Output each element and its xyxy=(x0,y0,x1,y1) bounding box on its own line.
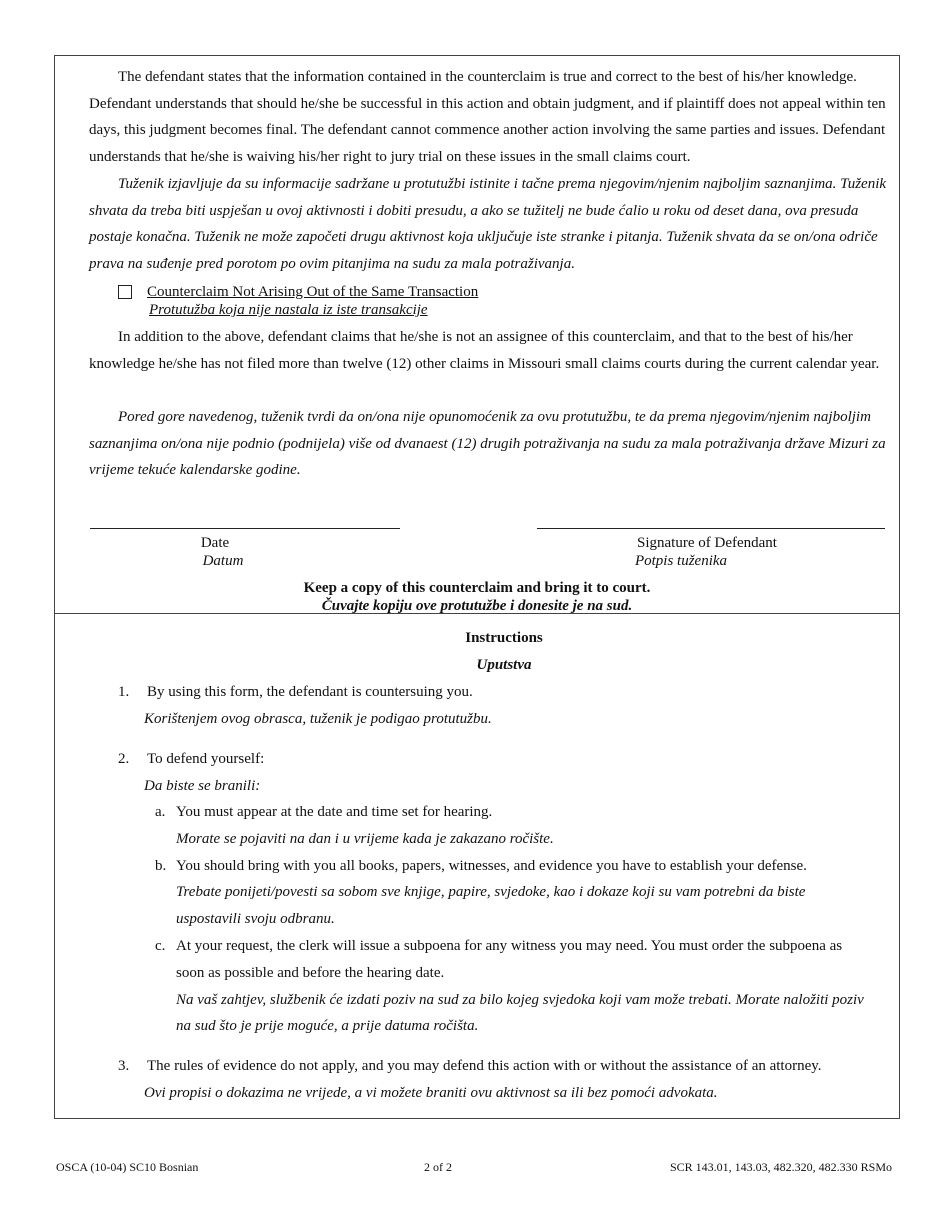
footer-form-id: OSCA (10-04) SC10 Bosnian xyxy=(56,1160,199,1174)
item-2c-text-line1: At your request, the clerk will issue a subpoena for any witness you may need. You must order the subpoena as xyxy=(176,938,843,954)
item-2-number: 2. xyxy=(118,751,130,767)
keep-copy-notice: Keep a copy of this counterclaim and bring it to court. xyxy=(303,580,651,596)
footer-page-number: 2 of 2 xyxy=(424,1160,452,1174)
item-2a-text-bosnian: Morate se pojaviti na dan i u vrijeme kada je zakazano ročište. xyxy=(176,831,554,847)
item-2-text: To defend yourself: xyxy=(147,751,265,767)
item-1-number: 1. xyxy=(118,684,130,700)
item-2a-text: You must appear at the date and time set for hearing. xyxy=(176,804,493,820)
item-2b-marker: b. xyxy=(155,858,167,874)
item-3-text: The rules of evidence do not apply, and you may defend this action with or without the assistance of an attorney. xyxy=(147,1058,822,1074)
counterclaim-checkbox[interactable] xyxy=(118,285,132,299)
instructions-title-bosnian: Uputstva xyxy=(476,657,532,673)
item-2a-marker: a. xyxy=(155,804,166,820)
statement-bosnian: Tuženik izjavljuje da su informacije sadržane u protutužbi istinite i tačne prema njegovim/njenim najboljim saznanjima. Tuženik shvata da treba biti uspješan u ovoj aktivnosti i dobiti presudu, a ako se tužitelj ne bude ćalio u roku od deset dana, ova presuda postaje konačna. Tuženik ne može započeti drugu aktivnost koja uključuje iste stranke i pitanja. Tuženik shvata da se on/ona odriče prava na suđenje pred porotom po ovim pitanjima na sudu za mala potraživanja. xyxy=(89,176,887,272)
item-1-text-bosnian: Korištenjem ovog obrasca, tuženik je podigao protutužbu. xyxy=(144,711,492,727)
addition-bosnian: Pored gore navedenog, tuženik tvrdi da on/ona nije opunomoćenik za ovu protutužbu, te da prema njegovim/njenim najboljim saznanjima on/ona nije podnio (podnijela) više od dvanaest (12) drugih potraživanja na sudu za mala potraživanja države Mizuri za vrijeme tekuće kalendarske godine. xyxy=(89,409,886,479)
date-label-bosnian: Datum xyxy=(202,553,244,569)
item-2c-marker: c. xyxy=(155,938,166,954)
item-2b-text: You should bring with you all books, papers, witnesses, and evidence you have to establish your defense. xyxy=(176,858,807,874)
item-2b-text-bosnian-line2: uspostavili svoju odbranu. xyxy=(176,911,335,927)
statement-english: The defendant states that the information contained in the counterclaim is true and correct to the best of his/her knowledge. Defendant understands that should he/she be successful in this action and obtain judgment, and if plaintiff does not appeal within ten days, this judgment becomes final. The defendant cannot commence another action involving the same parties and issues. Defendant understands that he/she is waiving his/her right to jury trial on these issues in the small claims court. xyxy=(89,69,886,165)
item-1-text: By using this form, the defendant is countersuing you. xyxy=(147,684,473,700)
date-line[interactable] xyxy=(90,528,400,529)
signature-line[interactable] xyxy=(537,528,885,529)
footer-statutes: SCR 143.01, 143.03, 482.320, 482.330 RSMo xyxy=(669,1160,892,1174)
keep-copy-notice-bosnian: Čuvajte kopiju ove protutužbe i donesite je na sud. xyxy=(321,598,633,614)
item-2-text-bosnian: Da biste se branili: xyxy=(144,778,261,794)
signature-label-bosnian: Potpis tuženika xyxy=(634,553,728,569)
item-3-text-bosnian: Ovi propisi o dokazima ne vrijede, a vi možete braniti ovu aktivnost sa ili bez pomoći advokata. xyxy=(144,1085,718,1101)
item-2c-text-line2: soon as possible and before the hearing date. xyxy=(176,965,445,981)
addition-english: In addition to the above, defendant claims that he/she is not an assignee of this counterclaim, and that to the best of his/her knowledge he/she has not filed more than twelve (12) other claims in Missouri small claims courts during the current calendar year. xyxy=(89,329,880,372)
instructions-title: Instructions xyxy=(465,630,543,646)
item-2c-text-bosnian-line1: Na vaš zahtjev, službenik će izdati poziv na sud za bilo kojeg svjedoka koji vam može trebati. Morate naložiti poziv xyxy=(176,992,864,1008)
item-2b-text-bosnian-line1: Trebate ponijeti/povesti sa sobom sve knjige, papire, svjedoke, kao i dokaze koji su vam potrebni da biste xyxy=(176,884,806,900)
item-2c-text-bosnian-line2: na sud što je prije moguće, a prije datuma ročišta. xyxy=(176,1018,479,1034)
counterclaim-option-label: Counterclaim Not Arising Out of the Same Transaction xyxy=(147,284,479,300)
counterclaim-option-label-bosnian: Protutužba koja nije nastala iz iste transakcije xyxy=(149,302,428,318)
signature-label: Signature of Defendant xyxy=(637,535,777,551)
date-label: Date xyxy=(200,535,230,551)
item-3-number: 3. xyxy=(118,1058,130,1074)
